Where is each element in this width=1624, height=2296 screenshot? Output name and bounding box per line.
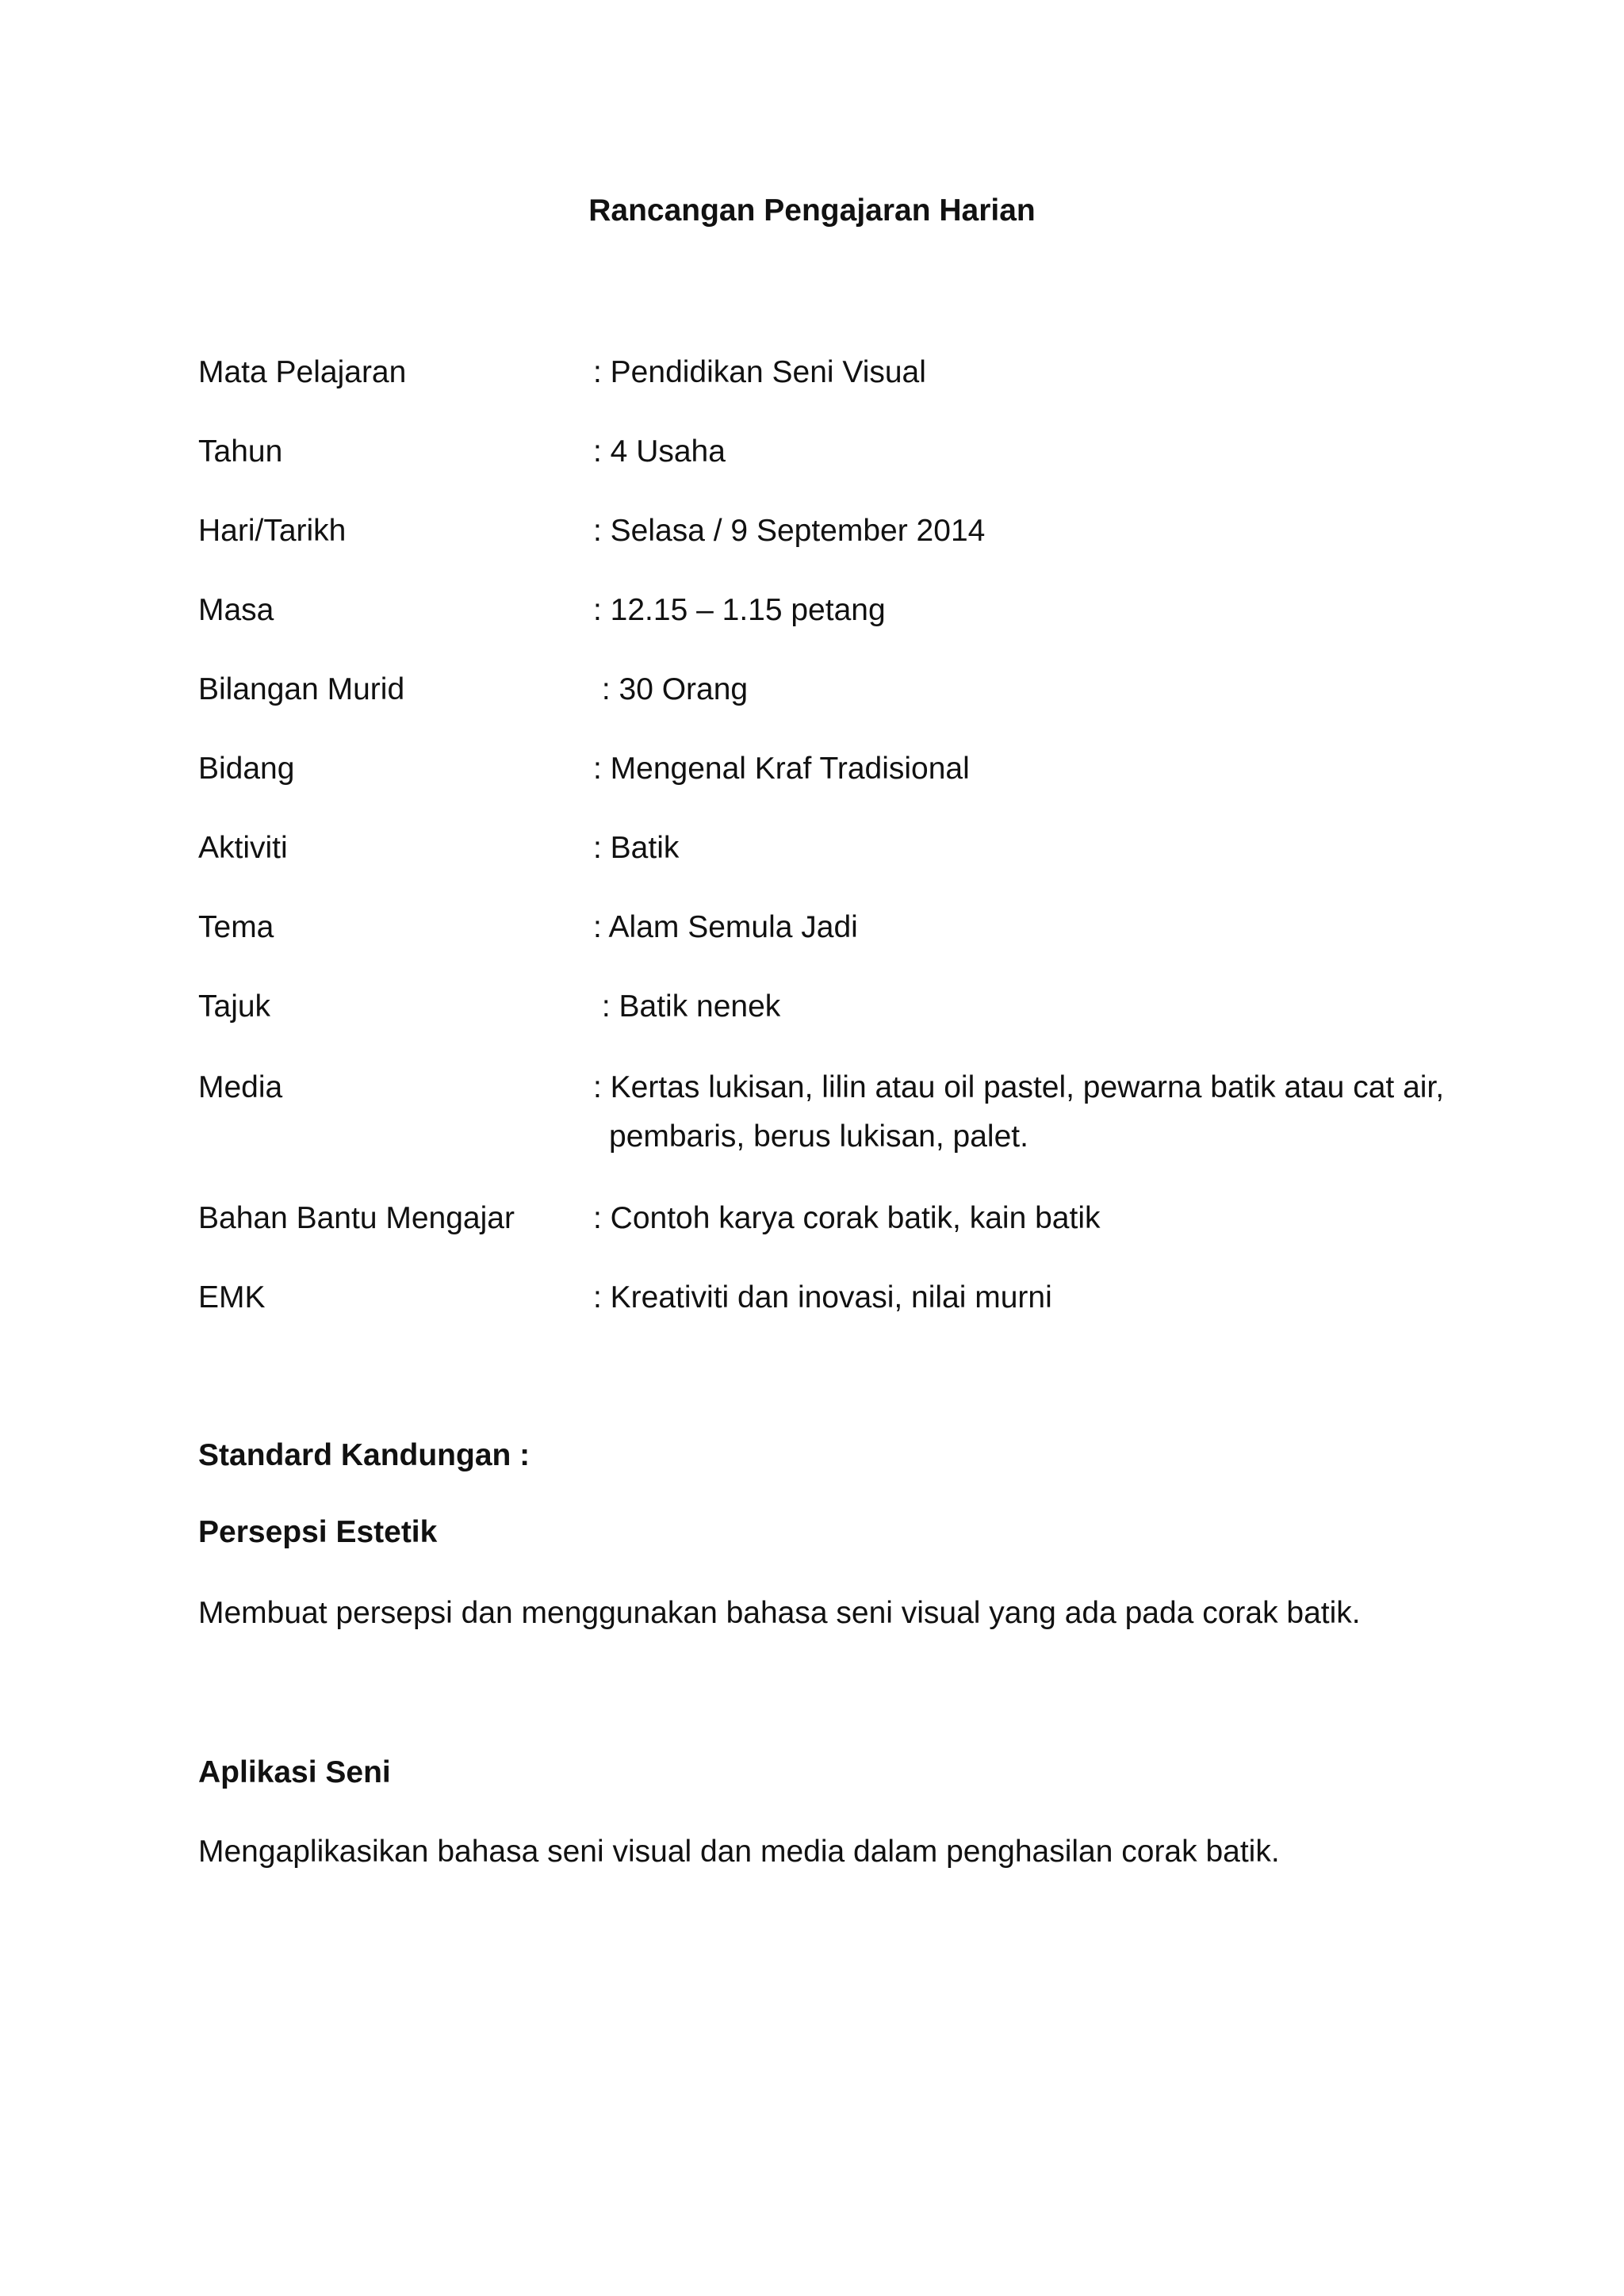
info-value: : Batik bbox=[593, 831, 680, 865]
info-label: Aktiviti bbox=[198, 831, 288, 865]
info-label: Bidang bbox=[198, 752, 295, 786]
info-label: Bahan Bantu Mengajar bbox=[198, 1201, 515, 1235]
info-value: : Selasa / 9 September 2014 bbox=[593, 514, 986, 548]
info-label: Tahun bbox=[198, 434, 283, 469]
page-title: Rancangan Pengajaran Harian bbox=[588, 193, 1036, 228]
info-label: EMK bbox=[198, 1280, 266, 1314]
aplikasi-seni-text: Mengaplikasikan bahasa seni visual dan media dalam penghasilan corak batik. bbox=[198, 1835, 1280, 1869]
info-label: Hari/Tarikh bbox=[198, 514, 347, 548]
persepsi-estetik-text: Membuat persepsi dan menggunakan bahasa seni visual yang ada pada corak batik. bbox=[198, 1596, 1361, 1630]
info-value: : Mengenal Kraf Tradisional bbox=[593, 752, 970, 786]
info-row-media bbox=[198, 1070, 1467, 1200]
info-row-tajuk bbox=[198, 989, 1467, 1070]
info-label: Media bbox=[198, 1070, 283, 1104]
info-row-tahun bbox=[198, 434, 1467, 513]
info-row-bilangan-murid bbox=[198, 672, 1467, 751]
standard-kandungan-heading: Standard Kandungan : bbox=[198, 1438, 530, 1472]
info-label: Bilangan Murid bbox=[198, 672, 405, 706]
info-label: Tema bbox=[198, 910, 274, 944]
info-value: : Pendidikan Seni Visual bbox=[593, 355, 926, 389]
info-value: : 30 Orang bbox=[593, 672, 749, 706]
info-value: : Contoh karya corak batik, kain batik bbox=[593, 1201, 1101, 1235]
info-label: Tajuk bbox=[198, 989, 271, 1024]
info-value: : 12.15 – 1.15 petang bbox=[593, 593, 886, 627]
info-value: : 4 Usaha bbox=[593, 434, 726, 469]
info-value-continuation: pembaris, berus lukisan, palet. bbox=[609, 1119, 1028, 1154]
persepsi-estetik-heading: Persepsi Estetik bbox=[198, 1515, 438, 1549]
info-row-masa bbox=[198, 592, 1467, 672]
info-row-bidang bbox=[198, 751, 1467, 830]
info-row-tema bbox=[198, 909, 1467, 989]
info-value: : Batik nenek bbox=[593, 989, 781, 1024]
info-row-mata-pelajaran bbox=[198, 354, 1467, 434]
info-value-line: : Kertas lukisan, lilin atau oil pastel, pewarna batik atau cat air, bbox=[593, 1070, 1445, 1104]
info-row-emk bbox=[198, 1280, 1467, 1359]
info-row-aktiviti bbox=[198, 830, 1467, 909]
info-label: Mata Pelajaran bbox=[198, 355, 407, 389]
info-value bbox=[593, 1063, 1467, 1161]
aplikasi-seni-heading: Aplikasi Seni bbox=[198, 1755, 391, 1789]
info-label: Masa bbox=[198, 593, 274, 627]
info-row-hari-tarikh bbox=[198, 513, 1467, 592]
lesson-info-table bbox=[198, 354, 1467, 1359]
info-row-bahan-bantu-mengajar bbox=[198, 1200, 1467, 1280]
info-value: : Alam Semula Jadi bbox=[593, 910, 858, 944]
info-value: : Kreativiti dan inovasi, nilai murni bbox=[593, 1280, 1052, 1314]
